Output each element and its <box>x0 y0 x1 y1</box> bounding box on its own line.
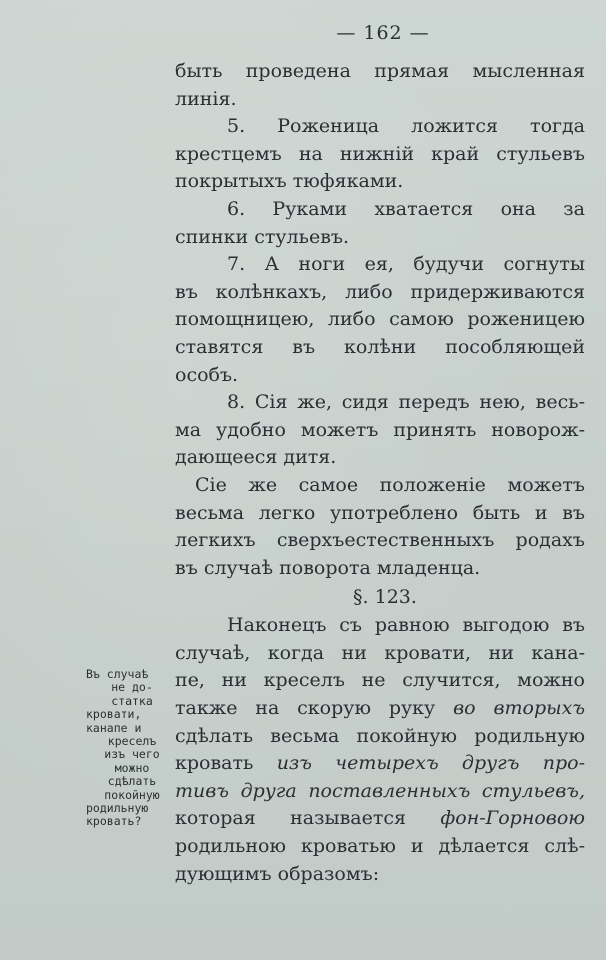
text-line: кровать изъ четырехъ другъ про- <box>175 752 585 775</box>
margin-note <box>86 668 178 829</box>
margin-note-line: креселъ <box>107 734 157 749</box>
text-line: 8. Сія же, сидя передъ нею, весь- <box>227 391 585 414</box>
text-line: случаѣ, когда ни кровати, ни кана- <box>175 641 585 664</box>
text-line: 5. Роженица ложится тогда <box>227 115 585 138</box>
margin-note-line: кровати, <box>86 707 142 722</box>
text-line: которая называется фон-Горновою <box>175 807 585 830</box>
margin-note-line: сдѣлать <box>107 774 157 789</box>
margin-note-line: покойную <box>104 787 160 802</box>
text-line: ма удобно можетъ принять новорож- <box>175 418 585 441</box>
text-line: 6. Руками хватается она за <box>227 197 585 220</box>
italic-phrase: изъ четырехъ другъ про- <box>276 752 585 775</box>
text-line: ставятся въ колѣни пособляющей <box>175 335 585 358</box>
text-line: помощницею, либо самою роженицею <box>175 308 585 331</box>
text-line: въ случаѣ поворота младенца. <box>175 556 481 579</box>
text-line: особъ. <box>175 363 239 386</box>
text-line: дающееся дитя. <box>175 446 337 469</box>
text-line: тивъ друга поставленныхъ стульевъ, <box>175 779 585 802</box>
margin-note-line: родильную <box>86 801 149 816</box>
page-number: — 162 — <box>336 22 430 44</box>
italic-phrase: фон-Горновою <box>440 807 585 830</box>
text-line: дующимъ образомъ: <box>175 862 380 885</box>
margin-note-line: не до- <box>111 680 153 695</box>
page-body <box>175 58 585 888</box>
text-line: спинки стульевъ. <box>175 225 350 248</box>
text-line: 7. А ноги ея, будучи согнуты <box>227 253 585 276</box>
text-line: пе, ни креселъ не случится, можно <box>175 669 585 692</box>
text-line: покрытыхъ тюфяками. <box>175 170 404 193</box>
margin-note-line: статка <box>111 693 153 708</box>
margin-note-line: можно <box>114 760 150 775</box>
text-line: также на скорую руку во вторыхъ <box>175 697 585 720</box>
section-heading: §. 123. <box>353 586 417 609</box>
margin-note-line: изъ чего <box>104 747 160 762</box>
text-line: легкихъ сверхъестественныхъ родахъ <box>175 529 585 552</box>
margin-note-line: канапе и <box>86 720 142 735</box>
margin-note-line: кровать? <box>86 814 142 829</box>
text-line: весьма легко употреблено быть и въ <box>175 501 585 524</box>
text-line: Наконецъ съ равною выгодою въ <box>227 614 585 637</box>
text-line: въ колѣнкахъ, либо придерживаются <box>175 280 585 303</box>
text-line: линія. <box>175 87 237 110</box>
text-line: быть проведена прямая мысленная <box>175 60 585 82</box>
italic-phrase: во вторыхъ <box>453 697 585 720</box>
margin-note-line: Въ случаѣ <box>86 667 149 681</box>
text-line: Сіе же самое положеніе можетъ <box>195 473 585 496</box>
text-line: крестцемъ на нижній край стульевъ <box>175 142 585 165</box>
text-line: сдѣлать весьма покойную родильную <box>175 724 585 747</box>
text-line: родильною кроватью и дѣлается слѣ- <box>175 835 585 858</box>
